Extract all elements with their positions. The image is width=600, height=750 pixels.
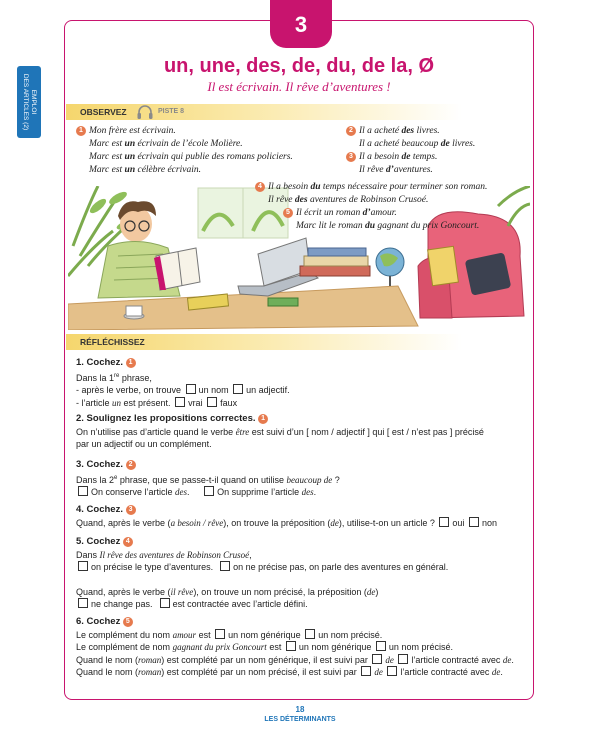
example-text: Marc est: [89, 139, 125, 149]
example-text: aventures.: [393, 165, 433, 175]
checkbox-oui[interactable]: [439, 517, 449, 527]
question-1: [76, 356, 526, 409]
option-label: On supprime l’article: [217, 487, 302, 497]
example-article: de: [440, 139, 450, 149]
option-label: .: [187, 487, 190, 497]
checkbox-contractee[interactable]: [160, 598, 170, 608]
headphones-icon[interactable]: [136, 104, 154, 120]
observez-label: OBSERVEZ: [80, 107, 127, 117]
example-text: aventures de Robinson Crusoé.: [307, 195, 429, 205]
question-4: [76, 503, 526, 529]
q-text: est: [266, 642, 282, 652]
section-name: LES DÉTERMINANTS: [264, 716, 336, 723]
q-italic: beaucoup de: [286, 474, 333, 485]
q-text: Dans la 2: [76, 474, 115, 485]
q-text: ) est complété par un nom précisé, il est suivi par: [161, 667, 357, 677]
checkbox-supprime[interactable]: [204, 486, 214, 496]
example-article: d’: [385, 165, 394, 175]
option-label: .: [511, 654, 514, 665]
q-italic: roman: [138, 654, 162, 665]
example-article: un: [124, 152, 136, 162]
checkbox-ne-change-pas[interactable]: [78, 598, 88, 608]
q-text: ): [375, 586, 379, 597]
checkbox-ne-precise-pas[interactable]: [220, 561, 230, 571]
example-article: des: [401, 126, 415, 136]
q-text: - après le verbe, on trouve: [76, 385, 182, 395]
q-italic: des: [301, 487, 314, 497]
option-label: ne change pas.: [91, 599, 153, 609]
example-text: écrivain de l’école Molière.: [135, 139, 243, 149]
q-text: est: [196, 629, 211, 640]
q-text: Dans la 1: [76, 372, 115, 383]
q-sup: re: [114, 372, 120, 379]
example-1: [76, 125, 293, 177]
option-label: un nom générique: [228, 629, 301, 640]
checkbox-gagnant-generique[interactable]: [286, 641, 296, 651]
q-italic: de: [330, 517, 339, 528]
option-label: on ne précise pas, on parle des aventures en général.: [233, 562, 449, 572]
q-text[interactable]: est suivi d’un [ nom / adjectif ] qui [ est / n’est pas ] précisé: [249, 426, 484, 437]
unit-number-badge: 3: [270, 0, 332, 48]
option-label: vrai: [188, 397, 203, 408]
q-text: - l’article: [76, 397, 113, 408]
question-6: [76, 615, 526, 679]
checkbox-precise-type[interactable]: [78, 561, 88, 571]
q-text: Le complément de nom: [76, 642, 173, 652]
q-italic: Il rêve des aventures de Robinson Crusoé: [99, 549, 250, 560]
q-italic: roman: [138, 667, 162, 677]
example-text: Il a acheté beaucoup: [359, 139, 441, 149]
example-text: Marc est: [89, 165, 125, 175]
lesson-subtitle: Il est écrivain. Il rêve d’aventures !: [207, 79, 391, 94]
example-article: un: [124, 165, 136, 175]
q-text: est présent.: [121, 397, 171, 408]
q-text: Quand le nom (: [76, 667, 139, 677]
chapter-side-tab: [17, 66, 41, 138]
q-italic: de: [374, 667, 383, 677]
question-3-title: 3. Cochez.: [76, 459, 123, 470]
example-text: Marc lit le roman: [296, 221, 365, 231]
option-label: On conserve l’article: [91, 487, 176, 497]
option-label: oui: [452, 517, 465, 528]
example-text: livres.: [414, 126, 440, 136]
option-label: un nom précisé.: [388, 642, 453, 652]
option-label: est contractée avec l’article défini.: [172, 599, 308, 609]
question-4-ref: 3: [126, 505, 136, 515]
example-article: du: [364, 221, 376, 231]
question-5: [76, 535, 526, 611]
option-label: on précise le type d’aventures.: [91, 562, 214, 572]
example-text: écrivain qui publie des romans policiers.: [135, 152, 293, 162]
example-text: temps.: [410, 152, 438, 162]
question-2-ref: 1: [258, 414, 268, 424]
example-text: temps nécessaire pour terminer son roman.: [320, 182, 488, 192]
q-text: ,: [249, 549, 252, 560]
example-article: d’: [362, 208, 371, 218]
q-text: Quand, après le verbe (: [76, 586, 171, 597]
q-text: Dans: [76, 549, 100, 560]
example-2-number: 2: [346, 126, 356, 136]
q-italic: gagnant du prix Goncourt: [172, 642, 267, 652]
reflechissez-banner: [66, 334, 532, 350]
checkbox-generique-de[interactable]: [372, 654, 382, 664]
q-text: phrase,: [119, 372, 152, 383]
q-text: phrase, que se passe-t-il quand on utilise: [117, 474, 287, 485]
example-5: [283, 207, 479, 233]
q-text: ), on trouve la préposition (: [223, 517, 331, 528]
option-label: non: [481, 517, 497, 528]
checkbox-precise-contracte[interactable]: [387, 666, 397, 676]
checkbox-generique-contracte[interactable]: [398, 654, 408, 664]
checkbox-amour-generique[interactable]: [215, 629, 225, 639]
checkbox-amour-precise[interactable]: [305, 629, 315, 639]
checkbox-non[interactable]: [469, 517, 479, 527]
question-6-ref: 5: [123, 617, 133, 627]
example-4: [255, 181, 487, 207]
option-label: un adjectif.: [246, 385, 290, 395]
question-3-ref: 2: [126, 460, 136, 470]
q-italic: amour: [172, 629, 197, 640]
checkbox-vrai[interactable]: [175, 397, 185, 407]
checkbox-faux[interactable]: [207, 397, 217, 407]
lesson-title: un, une, des, de, du, de la, Ø: [163, 55, 435, 77]
option-label: faux: [220, 397, 238, 408]
track-label: PISTE 8: [158, 108, 185, 115]
q-italic: de: [385, 654, 394, 665]
option-label: un nom: [198, 385, 229, 395]
q-text: ) est complété par un nom générique, il est suivi par: [161, 654, 368, 665]
question-2-title: 2. Soulignez les propositions correctes.: [76, 413, 256, 424]
q-text: Quand, après le verbe (: [76, 517, 171, 528]
example-text: livres.: [449, 139, 476, 149]
example-4-number: 4: [255, 182, 265, 192]
option-label: .: [500, 667, 503, 677]
q-text: par un adjectif ou un complément.: [76, 439, 212, 449]
example-text: Il a besoin: [268, 182, 311, 192]
example-text: gagnant du prix Goncourt.: [375, 221, 480, 231]
question-1-title: 1. Cochez.: [76, 357, 123, 368]
q-italic: a besoin / rêve: [170, 517, 224, 528]
question-4-title: 4. Cochez.: [76, 504, 123, 515]
checkbox-precise-de[interactable]: [361, 666, 371, 676]
checkbox-conserve[interactable]: [78, 486, 88, 496]
q-italic: un: [112, 397, 122, 408]
question-1-ref: 1: [126, 358, 136, 368]
example-text: Il rêve: [268, 195, 295, 205]
q-italic: de: [366, 586, 376, 597]
example-article: un: [124, 139, 136, 149]
example-article: de: [401, 152, 411, 162]
checkbox-un-nom[interactable]: [186, 384, 196, 394]
q-text: ), utilise-t-on un article ?: [338, 517, 435, 528]
question-5-title: 5. Cochez: [76, 536, 121, 547]
example-text: Marc est: [89, 152, 125, 162]
question-6-title: 6. Cochez: [76, 616, 121, 627]
checkbox-un-adjectif[interactable]: [233, 384, 243, 394]
q-sup: e: [114, 474, 118, 481]
question-2: [76, 412, 526, 451]
option-label: l’article contracté avec: [400, 667, 492, 677]
example-text: célèbre écrivain.: [135, 165, 201, 175]
q-italic: il rêve: [170, 586, 194, 597]
example-text: Il a besoin: [359, 152, 402, 162]
option-label: un nom précisé.: [318, 629, 383, 640]
option-label: l’article contracté avec: [411, 654, 503, 665]
example-5-number: 5: [283, 208, 293, 218]
example-article: du: [310, 182, 321, 192]
q-text: Quand le nom (: [76, 654, 139, 665]
example-text: Mon frère est écrivain.: [89, 126, 176, 136]
side-tab-line1: EMPLOI: [30, 89, 37, 115]
question-3: [76, 458, 526, 499]
q-text: On n’utilise pas d’article quand le verbe: [76, 426, 236, 437]
example-1-number: 1: [76, 126, 86, 136]
q-italic: de: [491, 667, 501, 677]
q-italic: de: [502, 654, 512, 665]
example-3-number: 3: [346, 152, 356, 162]
q-text: ?: [332, 474, 340, 485]
example-3: [346, 151, 437, 177]
q-italic: des: [175, 487, 188, 497]
side-tab-line2: DES ARTICLES (2): [22, 73, 29, 131]
option-label: un nom générique: [298, 642, 372, 652]
option-label: .: [313, 487, 317, 497]
example-2: [346, 125, 475, 151]
example-text: Il écrit un roman: [296, 208, 363, 218]
q-text: ), on trouve un nom précisé, la préposition (: [193, 586, 367, 597]
example-text: Il rêve: [359, 165, 386, 175]
q-italic: être: [235, 426, 250, 437]
checkbox-gagnant-precise[interactable]: [376, 641, 386, 651]
reflechissez-label: RÉFLÉCHISSEZ: [80, 337, 145, 347]
example-text: Il a acheté: [359, 126, 402, 136]
example-text: amour.: [370, 208, 397, 218]
observez-banner: [66, 104, 532, 120]
question-5-ref: 4: [123, 537, 133, 547]
page-number: 18: [295, 705, 305, 714]
q-text: Le complément du nom: [76, 629, 173, 640]
example-article: des: [294, 195, 308, 205]
